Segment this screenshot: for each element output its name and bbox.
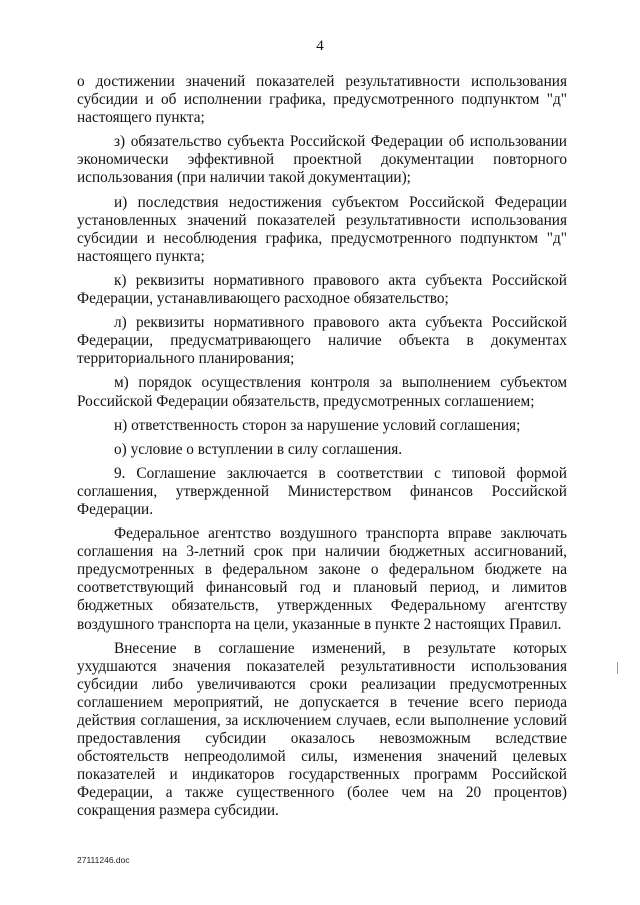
paragraph-item-k: к) реквизиты нормативного правового акта субъекта Российской Федерации, устанавливающего расходное обязательство; bbox=[77, 271, 567, 308]
paragraph-continuation: о достижении значений показателей результативности использования субсидии и об исполнении графика, предусмотренного подпунктом "д" настоящего пункта; bbox=[77, 73, 567, 127]
paragraph-item-l: л) реквизиты нормативного правового акта субъекта Российской Федерации, предусматривающего наличие объекта в документах территориального планирования; bbox=[77, 314, 567, 368]
paragraph-amendments: Внесение в соглашение изменений, в результате которых ухудшаются значения показателей результативности использования субсидии либо увеличиваются сроки реализации предусмотренных соглашением мероприятий, не допускается в течение всего периода действия соглашения, за исключением случаев, если выполнение условий предоставления субсидии оказалось невозможным вследствие обстоятельств непреодолимой силы, изменения значений целевых показателей и индикаторов государственных программ Российской Федерации, а также существенного (более чем на 20 процентов) сокращения размера субсидии. bbox=[77, 639, 567, 820]
paragraph-item-o: о) условие о вступлении в силу соглашения. bbox=[114, 440, 403, 458]
page-number: 4 bbox=[316, 38, 324, 54]
scan-margin-mark bbox=[617, 662, 618, 674]
paragraph-item-z: з) обязательство субъекта Российской Федерации об использовании экономически эффективной проектной документации повторного использования (при наличии такой документации); bbox=[77, 133, 567, 187]
paragraph-clause-9: 9. Соглашение заключается в соответствии с типовой формой соглашения, утвержденной Министерством финансов Российской Федерации. bbox=[77, 464, 567, 518]
footer-filename: 27111246.doc bbox=[77, 855, 130, 865]
paragraph-item-n: н) ответственность сторон за нарушение условий соглашения; bbox=[114, 416, 521, 434]
paragraph-item-m: м) порядок осуществления контроля за выполнением субъектом Российской Федерации обязательств, предусмотренных соглашением; bbox=[77, 374, 567, 410]
paragraph-agency-agreements: Федеральное агентство воздушного транспорта вправе заключать соглашения на 3-летний срок при наличии бюджетных ассигнований, предусмотренных в федеральном законе о федеральном бюджете на соответствующий финансовый год и плановый период, и лимитов бюджетных обязательств, утвержденных Федеральному агентству воздушного транспорта на цели, указанные в пункте 2 настоящих Правил. bbox=[77, 525, 567, 633]
document-body bbox=[77, 73, 567, 827]
paragraph-item-i: и) последствия недостижения субъектом Российской Федерации установленных значений показателей результативности использования субсидии и несоблюдения графика, предусмотренного подпунктом "д" настоящего пункта; bbox=[77, 193, 567, 265]
